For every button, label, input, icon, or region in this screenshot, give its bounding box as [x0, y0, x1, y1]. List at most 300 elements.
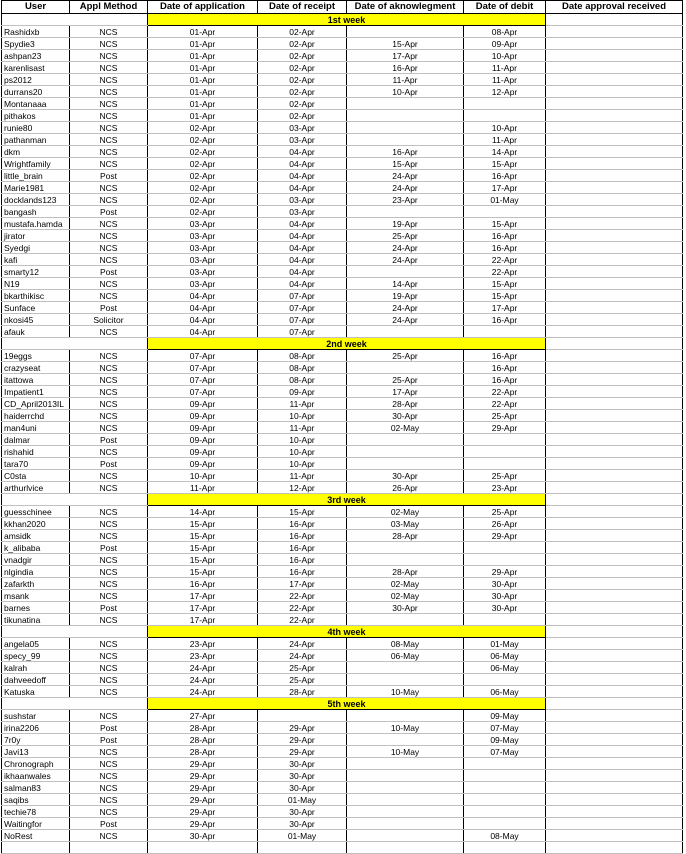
cell-appl-method: NCS [70, 518, 148, 530]
cell-appl-method: NCS [70, 554, 148, 566]
cell-date-of-debit: 29-Apr [464, 566, 546, 578]
cell-date-approval-received [546, 218, 683, 230]
cell-date-approval-received [546, 470, 683, 482]
cell-appl-method: NCS [70, 806, 148, 818]
cell-date-of-receipt: 16-Apr [258, 530, 347, 542]
cell-date-of-acknowledgment: 08-May [347, 638, 464, 650]
week-spacer [2, 494, 148, 506]
table-row [2, 830, 683, 842]
cell-date-approval-received [546, 818, 683, 830]
cell-date-approval-received [546, 662, 683, 674]
cell-date-approval-received [546, 578, 683, 590]
cell-date-of-application: 04-Apr [148, 302, 258, 314]
cell-date-of-debit: 26-Apr [464, 518, 546, 530]
cell-date-of-receipt: 17-Apr [258, 578, 347, 590]
cell-date-of-debit: 30-Apr [464, 578, 546, 590]
cell-appl-method: NCS [70, 398, 148, 410]
cell-date-of-acknowledgment [347, 710, 464, 722]
cell-date-of-debit: 22-Apr [464, 398, 546, 410]
cell-user: nkosi45 [2, 314, 70, 326]
cell-date-of-application: 27-Apr [148, 710, 258, 722]
cell-appl-method: NCS [70, 578, 148, 590]
table-row [2, 482, 683, 494]
table-row [2, 362, 683, 374]
cell-date-of-debit [464, 794, 546, 806]
cell-user: dalmar [2, 434, 70, 446]
cell-date-of-receipt: 01-May [258, 830, 347, 842]
table-row [2, 122, 683, 134]
cell-date-of-acknowledgment [347, 554, 464, 566]
table-row [2, 74, 683, 86]
cell-date-of-receipt: 16-Apr [258, 566, 347, 578]
cell-date-approval-received [546, 566, 683, 578]
cell-user: smarty12 [2, 266, 70, 278]
cell-date-of-receipt: 29-Apr [258, 746, 347, 758]
cell-appl-method: NCS [70, 182, 148, 194]
cell-date-of-acknowledgment: 25-Apr [347, 230, 464, 242]
week-spacer [546, 626, 683, 638]
cell-user: ashpan23 [2, 50, 70, 62]
cell-date-of-acknowledgment [347, 758, 464, 770]
cell-date-of-receipt: 04-Apr [258, 278, 347, 290]
cell-date-of-application: 03-Apr [148, 278, 258, 290]
table-row [2, 422, 683, 434]
table-row [2, 170, 683, 182]
cell-date-of-receipt: 28-Apr [258, 686, 347, 698]
cell-date-of-receipt: 01-May [258, 794, 347, 806]
cell-date-of-debit: 17-Apr [464, 302, 546, 314]
cell-date-of-receipt: 30-Apr [258, 770, 347, 782]
table-row [2, 254, 683, 266]
cell-date-of-debit: 23-Apr [464, 482, 546, 494]
table-row [2, 26, 683, 38]
cell-date-of-application: 24-Apr [148, 662, 258, 674]
cell-date-of-receipt: 09-Apr [258, 386, 347, 398]
cell-date-of-receipt: 30-Apr [258, 818, 347, 830]
cell-appl-method: NCS [70, 254, 148, 266]
cell-date-of-acknowledgment: 10-May [347, 722, 464, 734]
cell-user: 7r0y [2, 734, 70, 746]
cell-user: kkhan2020 [2, 518, 70, 530]
cell-date-of-receipt: 04-Apr [258, 146, 347, 158]
cell-date-of-receipt: 25-Apr [258, 662, 347, 674]
cell-user: pathanman [2, 134, 70, 146]
cell-date-of-application: 23-Apr [148, 650, 258, 662]
week-label: 3rd week [148, 494, 546, 506]
week-label: 4th week [148, 626, 546, 638]
table-row [2, 194, 683, 206]
cell-date-of-receipt: 04-Apr [258, 266, 347, 278]
table-row [2, 590, 683, 602]
cell-date-approval-received [546, 182, 683, 194]
table-row [2, 266, 683, 278]
cell-date-of-acknowledgment: 16-Apr [347, 62, 464, 74]
cell-date-of-debit: 16-Apr [464, 362, 546, 374]
cell-date-approval-received [546, 770, 683, 782]
cell-date-of-application: 09-Apr [148, 410, 258, 422]
cell-date-of-debit: 06-May [464, 662, 546, 674]
table-row [2, 470, 683, 482]
cell-date-approval-received [546, 506, 683, 518]
table-row [2, 386, 683, 398]
cell-date-of-acknowledgment [347, 122, 464, 134]
cell-date-of-application: 28-Apr [148, 746, 258, 758]
cell-appl-method: NCS [70, 710, 148, 722]
cell-date-approval-received [546, 422, 683, 434]
header-appl-method: Appl Method [70, 1, 148, 14]
cell-date-of-receipt: 03-Apr [258, 122, 347, 134]
cell-date-of-acknowledgment: 28-Apr [347, 530, 464, 542]
cell-date-of-application: 28-Apr [148, 734, 258, 746]
cell-user: k_alibaba [2, 542, 70, 554]
cell-date-of-debit [464, 326, 546, 338]
cell-appl-method: Post [70, 206, 148, 218]
table-row [2, 650, 683, 662]
cell-date-of-debit: 17-Apr [464, 182, 546, 194]
cell-user: docklands123 [2, 194, 70, 206]
cell-date-of-acknowledgment: 15-Apr [347, 158, 464, 170]
cell-date-of-debit: 07-May [464, 722, 546, 734]
cell-date-of-receipt [258, 710, 347, 722]
cell-appl-method: NCS [70, 422, 148, 434]
cell-user: amsidk [2, 530, 70, 542]
cell-date-of-acknowledgment: 19-Apr [347, 290, 464, 302]
table-row [2, 638, 683, 650]
cell-date-of-debit: 15-Apr [464, 290, 546, 302]
cell-date-of-application: 01-Apr [148, 62, 258, 74]
cell-appl-method: NCS [70, 158, 148, 170]
cell-date-of-debit: 06-May [464, 686, 546, 698]
cell-date-approval-received [546, 158, 683, 170]
cell-appl-method: NCS [70, 674, 148, 686]
cell-user: arthurlvice [2, 482, 70, 494]
cell-appl-method: NCS [70, 242, 148, 254]
cell-appl-method: Post [70, 434, 148, 446]
cell-date-of-receipt: 02-Apr [258, 26, 347, 38]
week-spacer [2, 698, 148, 710]
cell-date-of-debit: 22-Apr [464, 254, 546, 266]
cell-user: jirator [2, 230, 70, 242]
cell-date-approval-received [546, 302, 683, 314]
cell-date-of-application: 02-Apr [148, 134, 258, 146]
cell-appl-method: NCS [70, 386, 148, 398]
cell-date-approval-received [546, 410, 683, 422]
cell-date-of-receipt: 08-Apr [258, 374, 347, 386]
cell-date-approval-received [546, 230, 683, 242]
cell-date-of-receipt: 10-Apr [258, 410, 347, 422]
cell-date-approval-received [546, 446, 683, 458]
cell-date-of-receipt: 30-Apr [258, 758, 347, 770]
cell-appl-method: NCS [70, 146, 148, 158]
week-spacer [546, 14, 683, 26]
cell-user: Marie1981 [2, 182, 70, 194]
cell-user: little_brain [2, 170, 70, 182]
cell-date-of-application: 29-Apr [148, 806, 258, 818]
table-row [2, 410, 683, 422]
cell-date-of-acknowledgment [347, 770, 464, 782]
header-row [2, 1, 683, 14]
cell-date-of-debit [464, 782, 546, 794]
table-row [2, 506, 683, 518]
cell-date-approval-received [546, 254, 683, 266]
cell-date-of-acknowledgment: 24-Apr [347, 302, 464, 314]
cell-date-approval-received [546, 290, 683, 302]
cell-date-of-debit: 29-Apr [464, 422, 546, 434]
cell-date-of-receipt: 22-Apr [258, 614, 347, 626]
empty-cell [258, 842, 347, 854]
cell-date-of-acknowledgment: 26-Apr [347, 482, 464, 494]
cell-date-of-acknowledgment: 02-May [347, 422, 464, 434]
cell-date-approval-received [546, 758, 683, 770]
header-date-approval-received: Date approval received [546, 1, 683, 14]
cell-appl-method: NCS [70, 26, 148, 38]
cell-appl-method: NCS [70, 686, 148, 698]
cell-user: kalrah [2, 662, 70, 674]
cell-date-of-application: 09-Apr [148, 446, 258, 458]
cell-date-of-application: 03-Apr [148, 266, 258, 278]
header-date-of-acknowledgment: Date of aknowlegment [347, 1, 464, 14]
table-row [2, 314, 683, 326]
cell-date-of-receipt: 04-Apr [258, 218, 347, 230]
cell-appl-method: NCS [70, 566, 148, 578]
table-row [2, 374, 683, 386]
cell-user: guesschinee [2, 506, 70, 518]
cell-appl-method: Post [70, 722, 148, 734]
cell-date-approval-received [546, 278, 683, 290]
cell-date-of-debit: 16-Apr [464, 350, 546, 362]
cell-date-of-acknowledgment [347, 434, 464, 446]
cell-date-of-acknowledgment: 30-Apr [347, 602, 464, 614]
week-spacer [2, 14, 148, 26]
cell-user: N19 [2, 278, 70, 290]
cell-date-of-application: 04-Apr [148, 314, 258, 326]
cell-date-of-debit: 09-Apr [464, 38, 546, 50]
table-row [2, 686, 683, 698]
cell-date-of-acknowledgment: 16-Apr [347, 146, 464, 158]
cell-date-of-application: 28-Apr [148, 722, 258, 734]
cell-appl-method: NCS [70, 86, 148, 98]
cell-date-of-acknowledgment [347, 782, 464, 794]
applications-table [1, 0, 683, 854]
cell-appl-method: NCS [70, 746, 148, 758]
cell-date-of-application: 07-Apr [148, 362, 258, 374]
table-row [2, 734, 683, 746]
cell-date-of-debit: 15-Apr [464, 218, 546, 230]
cell-appl-method: NCS [70, 218, 148, 230]
cell-date-of-debit: 16-Apr [464, 374, 546, 386]
cell-date-of-debit: 30-Apr [464, 602, 546, 614]
cell-date-of-receipt: 04-Apr [258, 230, 347, 242]
cell-appl-method: NCS [70, 374, 148, 386]
cell-date-approval-received [546, 530, 683, 542]
table-row [2, 158, 683, 170]
cell-date-of-acknowledgment [347, 734, 464, 746]
cell-date-of-receipt: 15-Apr [258, 506, 347, 518]
table-row [2, 578, 683, 590]
cell-date-of-application: 01-Apr [148, 38, 258, 50]
week-spacer [546, 494, 683, 506]
cell-appl-method: NCS [70, 50, 148, 62]
cell-user: afauk [2, 326, 70, 338]
cell-date-of-application: 17-Apr [148, 590, 258, 602]
cell-date-of-application: 29-Apr [148, 782, 258, 794]
cell-date-approval-received [546, 722, 683, 734]
cell-date-of-application: 02-Apr [148, 146, 258, 158]
cell-user: Javi13 [2, 746, 70, 758]
table-row [2, 86, 683, 98]
cell-date-of-acknowledgment: 30-Apr [347, 410, 464, 422]
cell-date-of-application: 10-Apr [148, 470, 258, 482]
cell-appl-method: NCS [70, 362, 148, 374]
cell-date-of-acknowledgment: 25-Apr [347, 350, 464, 362]
cell-appl-method: Post [70, 170, 148, 182]
cell-date-approval-received [546, 242, 683, 254]
cell-date-of-debit: 22-Apr [464, 386, 546, 398]
cell-appl-method: NCS [70, 110, 148, 122]
cell-date-of-application: 02-Apr [148, 194, 258, 206]
cell-date-of-receipt: 03-Apr [258, 134, 347, 146]
cell-user: Impatient1 [2, 386, 70, 398]
cell-date-of-debit: 01-May [464, 638, 546, 650]
table-row [2, 602, 683, 614]
cell-date-of-acknowledgment: 10-May [347, 686, 464, 698]
cell-date-of-acknowledgment [347, 26, 464, 38]
cell-date-of-debit: 10-Apr [464, 50, 546, 62]
cell-appl-method: NCS [70, 782, 148, 794]
cell-date-approval-received [546, 26, 683, 38]
empty-cell [347, 842, 464, 854]
cell-date-of-receipt: 07-Apr [258, 302, 347, 314]
table-row [2, 614, 683, 626]
cell-date-of-acknowledgment [347, 830, 464, 842]
cell-date-of-debit: 08-Apr [464, 26, 546, 38]
cell-date-of-receipt: 04-Apr [258, 254, 347, 266]
cell-date-of-debit [464, 542, 546, 554]
cell-date-of-receipt: 30-Apr [258, 782, 347, 794]
cell-date-of-receipt: 25-Apr [258, 674, 347, 686]
cell-user: C0sta [2, 470, 70, 482]
cell-user: angela05 [2, 638, 70, 650]
cell-date-of-application: 11-Apr [148, 482, 258, 494]
cell-date-of-application: 03-Apr [148, 242, 258, 254]
cell-date-of-debit: 16-Apr [464, 230, 546, 242]
cell-date-of-acknowledgment: 02-May [347, 578, 464, 590]
cell-date-of-debit: 09-May [464, 734, 546, 746]
cell-date-of-acknowledgment [347, 542, 464, 554]
cell-date-of-application: 07-Apr [148, 386, 258, 398]
cell-date-approval-received [546, 386, 683, 398]
table-row [2, 110, 683, 122]
cell-date-approval-received [546, 74, 683, 86]
cell-date-of-debit [464, 818, 546, 830]
cell-appl-method: NCS [70, 758, 148, 770]
table-row [2, 554, 683, 566]
cell-date-approval-received [546, 674, 683, 686]
cell-date-of-debit: 16-Apr [464, 242, 546, 254]
header-date-of-debit: Date of debit [464, 1, 546, 14]
cell-date-of-debit: 06-May [464, 650, 546, 662]
week-header-row [2, 626, 683, 638]
cell-user: tara70 [2, 458, 70, 470]
cell-user: nlgindia [2, 566, 70, 578]
table-row [2, 98, 683, 110]
cell-date-of-receipt: 24-Apr [258, 638, 347, 650]
cell-date-of-debit: 25-Apr [464, 410, 546, 422]
cell-date-of-acknowledgment: 24-Apr [347, 170, 464, 182]
cell-date-of-acknowledgment: 06-May [347, 650, 464, 662]
cell-user: man4uni [2, 422, 70, 434]
cell-date-of-acknowledgment: 17-Apr [347, 386, 464, 398]
cell-date-of-acknowledgment: 24-Apr [347, 254, 464, 266]
table-body [2, 14, 683, 854]
cell-date-of-receipt: 16-Apr [258, 554, 347, 566]
cell-date-of-receipt: 11-Apr [258, 422, 347, 434]
cell-date-of-acknowledgment: 03-May [347, 518, 464, 530]
cell-appl-method: NCS [70, 530, 148, 542]
cell-date-of-application: 01-Apr [148, 26, 258, 38]
cell-date-of-acknowledgment: 02-May [347, 506, 464, 518]
cell-date-of-application: 29-Apr [148, 818, 258, 830]
table-row [2, 458, 683, 470]
cell-date-of-acknowledgment: 19-Apr [347, 218, 464, 230]
table-row [2, 710, 683, 722]
table-row [2, 302, 683, 314]
cell-date-of-application: 01-Apr [148, 110, 258, 122]
cell-date-of-application: 03-Apr [148, 218, 258, 230]
cell-date-approval-received [546, 746, 683, 758]
cell-date-of-receipt: 29-Apr [258, 734, 347, 746]
cell-date-of-acknowledgment [347, 818, 464, 830]
cell-date-of-receipt: 16-Apr [258, 518, 347, 530]
cell-date-of-debit: 12-Apr [464, 86, 546, 98]
week-spacer [546, 338, 683, 350]
cell-date-of-receipt: 02-Apr [258, 74, 347, 86]
cell-date-approval-received [546, 518, 683, 530]
table-row [2, 434, 683, 446]
table-row [2, 782, 683, 794]
cell-date-of-application: 04-Apr [148, 290, 258, 302]
cell-date-of-debit: 11-Apr [464, 62, 546, 74]
cell-user: Rashidxb [2, 26, 70, 38]
cell-date-approval-received [546, 62, 683, 74]
cell-date-of-application: 17-Apr [148, 614, 258, 626]
cell-date-of-application: 02-Apr [148, 158, 258, 170]
cell-appl-method: Post [70, 542, 148, 554]
table-row [2, 674, 683, 686]
cell-date-of-application: 04-Apr [148, 326, 258, 338]
cell-date-approval-received [546, 650, 683, 662]
cell-date-of-receipt: 04-Apr [258, 158, 347, 170]
table-row [2, 146, 683, 158]
cell-date-of-application: 09-Apr [148, 422, 258, 434]
cell-appl-method: NCS [70, 98, 148, 110]
cell-appl-method: NCS [70, 290, 148, 302]
cell-date-of-acknowledgment: 10-May [347, 746, 464, 758]
cell-date-of-receipt: 11-Apr [258, 470, 347, 482]
cell-date-approval-received [546, 38, 683, 50]
cell-date-of-debit [464, 98, 546, 110]
cell-date-of-debit [464, 206, 546, 218]
week-header-row [2, 494, 683, 506]
cell-date-of-application: 07-Apr [148, 374, 258, 386]
cell-date-of-acknowledgment [347, 134, 464, 146]
cell-date-of-acknowledgment [347, 266, 464, 278]
table-row [2, 518, 683, 530]
cell-appl-method: NCS [70, 662, 148, 674]
cell-date-of-receipt: 22-Apr [258, 602, 347, 614]
cell-date-of-acknowledgment [347, 110, 464, 122]
cell-date-of-application: 23-Apr [148, 638, 258, 650]
